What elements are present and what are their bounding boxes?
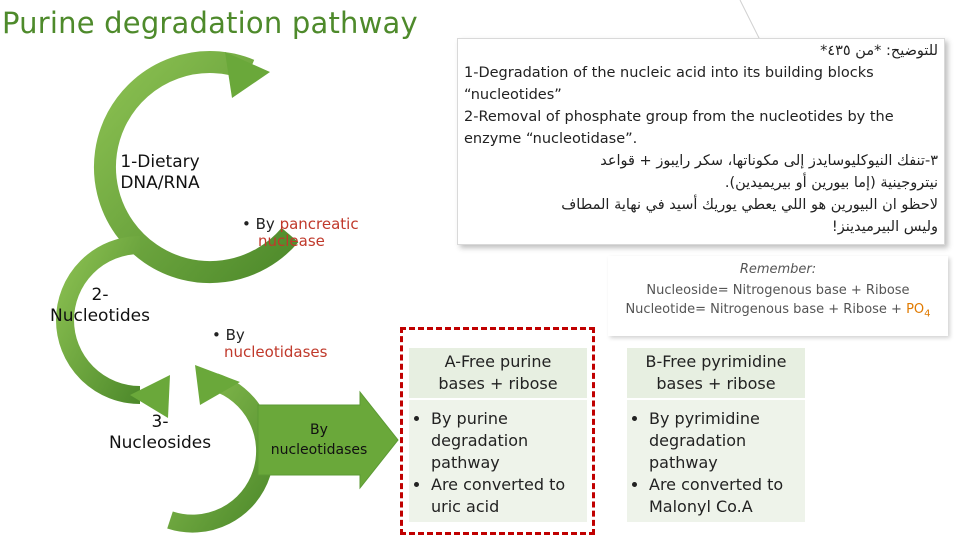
note-arabic-line5: ٣-تنفك النيوكليوسايدز إلى مكوناتها، سكر رايبوز + قواعد: [600, 153, 938, 169]
remember-po-sub: 4: [924, 308, 931, 320]
enzyme1-prefix: • By: [242, 215, 280, 233]
enzyme1-note: [242, 216, 359, 250]
colA-b2-l1: Are converted to: [431, 475, 566, 494]
colA-b1-l3: pathway: [431, 453, 500, 472]
enzyme1-red1: pancreatic: [279, 215, 359, 233]
step1-line2: DNA/RNA: [120, 173, 200, 193]
note-arabic-line6: نيتروجينية (إما بيورين أو بيريميدين).: [724, 175, 938, 191]
colA-b1-l2: degradation: [431, 431, 529, 450]
page-title: Purine degradation pathway: [2, 6, 418, 40]
note-line4: enzyme “nucleotidase”.: [464, 131, 638, 147]
step2-line2: Nucleotides: [50, 306, 150, 326]
colB-bullet1: [649, 408, 805, 474]
step2-label: [30, 285, 170, 327]
step3-line2: Nucleosides: [108, 433, 212, 453]
note-arabic-line8: وليس البيرميدينز!: [831, 219, 938, 235]
note-arabic-line7: لاحظو ان البيورين هو اللي يعطي يوريك أسيد في نهاية المطاف: [561, 197, 938, 213]
colB-head-line1: B-Free pyrimidine: [645, 352, 787, 371]
note-line3: 2-Removal of phosphate group from the nucleotides by the: [464, 109, 894, 125]
note-box: [457, 38, 945, 245]
enzyme2-note: [212, 327, 327, 361]
colB-b1-l1: By pyrimidine: [649, 409, 760, 428]
enzyme2-red: nucleotidases: [224, 343, 328, 361]
colA-b2-l2: uric acid: [431, 497, 500, 516]
remember-line2-prefix: Nucleotide= Nitrogenous base + Ribose +: [625, 302, 907, 317]
arrow-label: [260, 420, 378, 460]
step3-label: [90, 412, 230, 454]
arrow-line1: By: [310, 422, 328, 438]
colB-b2-l2: Malonyl Co.A: [649, 497, 753, 516]
step3-line1: 3-: [151, 412, 169, 432]
enzyme1-red2: nuclease: [258, 232, 325, 250]
colB-b1-l2: degradation: [649, 431, 747, 450]
colA-bullet1: [431, 408, 587, 474]
remember-line2: [608, 302, 948, 320]
step1-line1: 1-Dietary: [120, 152, 200, 172]
note-arabic-heading: للتوضيح: *من ٤٣٥*: [820, 43, 938, 59]
note-line2: “nucleotides”: [464, 87, 562, 103]
colA-bullet2: [431, 474, 587, 518]
colA-body: [409, 400, 587, 522]
colB-bullet2: [649, 474, 805, 518]
enzyme2-prefix: • By: [212, 326, 245, 344]
cycle-diagram: [0, 0, 460, 540]
step1-label: [100, 152, 220, 194]
remember-po: PO: [906, 302, 925, 317]
colB-body: [627, 400, 805, 522]
remember-line1: Nucleoside= Nitrogenous base + Ribose: [646, 283, 910, 298]
colB-b1-l3: pathway: [649, 453, 718, 472]
colA-head-line2: bases + ribose: [438, 374, 558, 393]
colB-header: [627, 348, 805, 398]
remember-box: [608, 256, 948, 336]
colA-header: [409, 348, 587, 398]
colA-b1-l1: By purine: [431, 409, 508, 428]
remember-heading: Remember:: [739, 262, 817, 277]
colB-b2-l1: Are converted to: [649, 475, 784, 494]
step2-line1: 2-: [91, 285, 109, 305]
arrow-line2: nucleotidases: [270, 442, 368, 458]
colB-head-line2: bases + ribose: [656, 374, 776, 393]
colA-head-line1: A-Free purine: [444, 352, 552, 371]
note-line1: 1-Degradation of the nucleic acid into its building blocks: [464, 65, 874, 81]
